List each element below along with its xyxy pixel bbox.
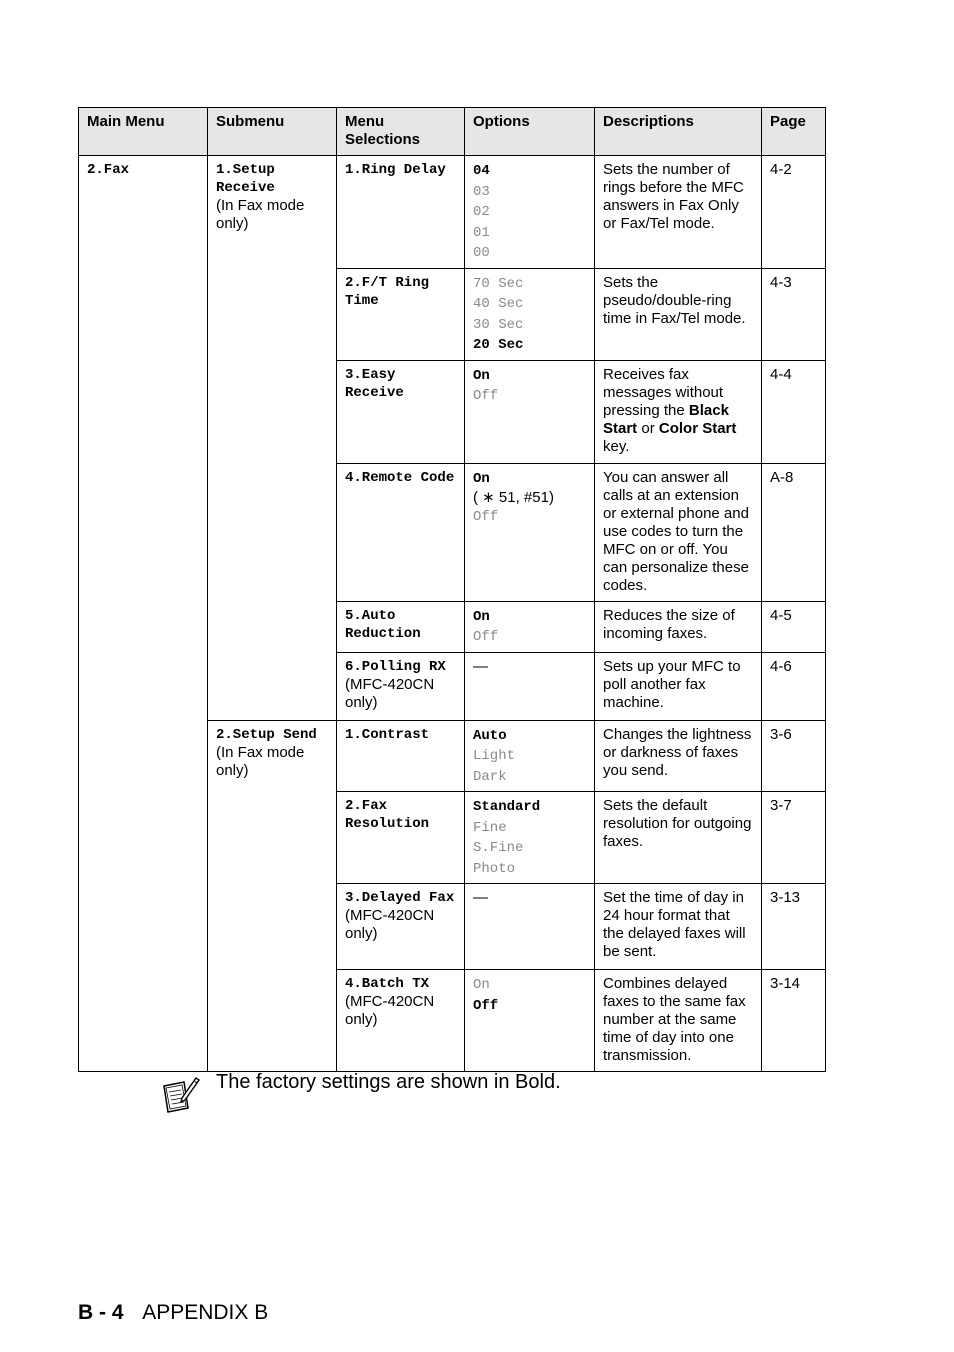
page-ref-cell (762, 156, 826, 269)
section-name: APPENDIX B (142, 1301, 269, 1324)
options-cell (465, 156, 595, 269)
option-default: On (473, 470, 490, 487)
menu-selection-label: 3.Easy Receive (345, 366, 404, 401)
page-footer (78, 1300, 268, 1326)
menu-selection-note: (MFC-420CN only) (345, 675, 435, 711)
option-default: Auto (473, 727, 507, 744)
menu-selection-cell (337, 970, 465, 1072)
page-ref-cell (762, 268, 826, 360)
header-page: Page (762, 108, 826, 156)
header-descriptions: Descriptions (595, 108, 762, 156)
option-value: Off (473, 388, 499, 404)
option-value: S.Fine (473, 840, 524, 856)
page-ref-cell (762, 360, 826, 463)
description-text: Sets up your MFC to poll another fax machine. (603, 657, 741, 711)
menu-selection-label: 2.Fax Resolution (345, 798, 430, 832)
option-value: — (473, 889, 488, 906)
option-default: On (473, 367, 490, 384)
menu-selection-cell (337, 268, 465, 360)
description-text: Color Start (658, 419, 737, 437)
description-text: Sets the default resolution for outgoing faxes. (603, 797, 752, 850)
note (160, 1072, 561, 1114)
menu-selection-cell (337, 463, 465, 601)
option-value: ( ∗ 51, #51) (473, 489, 554, 506)
option-value: 00 (473, 245, 490, 261)
table-row (79, 156, 826, 269)
option-value: 03 (473, 183, 490, 200)
option-default: Off (473, 997, 499, 1014)
menu-selection-note: (MFC-420CN only) (345, 907, 435, 942)
options-cell (465, 360, 595, 463)
option-value: 30 Sec (473, 316, 524, 333)
description-cell (595, 652, 762, 720)
menu-selection-cell (337, 601, 465, 652)
option-value: Fine (473, 819, 507, 836)
description-cell (595, 360, 762, 463)
page-ref-cell (762, 463, 826, 601)
description-text: Receives fax messages without pressing the (603, 365, 724, 419)
submenu-label: 1.Setup Receive (216, 162, 275, 196)
page-ref-cell (762, 720, 826, 792)
menu-selection-label: 4.Batch TX (345, 976, 430, 992)
page-ref: 4-5 (770, 606, 792, 624)
page-ref: 4-2 (770, 161, 792, 178)
submenu-label: 2.Setup Send (216, 726, 317, 743)
menu-selection-label: 5.Auto Reduction (345, 607, 421, 642)
options-cell (465, 652, 595, 720)
submenu-note: (In Fax mode only) (216, 197, 305, 232)
menu-selection-note: (MFC-420CN only) (345, 993, 435, 1028)
menu-selection-cell (337, 792, 465, 884)
option-value: Off (473, 509, 499, 525)
description-cell (595, 156, 762, 269)
menu-selection-label: 2.F/T Ring Time (345, 274, 430, 309)
description-text: You can answer all calls at an extension or external phone and use codes to turn the MFC on or off. You can personalize these codes. (603, 468, 749, 594)
description-text: Sets the pseudo/double-ring time in Fax/Tel mode. (603, 273, 746, 327)
menu-selection-cell (337, 720, 465, 792)
header-main-menu: Main Menu (79, 108, 208, 156)
menu-selection-cell (337, 156, 465, 269)
options-cell (465, 884, 595, 970)
table-header-row (79, 108, 826, 156)
header-options: Options (465, 108, 595, 156)
menu-selection-label: 6.Polling RX (345, 658, 446, 675)
page-ref-cell (762, 601, 826, 652)
option-default: On (473, 608, 490, 625)
menu-table (78, 107, 826, 1072)
option-default: 04 (473, 163, 490, 179)
options-cell (465, 463, 595, 601)
page-ref-cell (762, 652, 826, 720)
note-text: The factory settings are shown in Bold. (216, 1071, 561, 1093)
main-menu-cell (79, 156, 208, 1072)
submenu-cell (208, 156, 337, 721)
page-ref: A-8 (770, 468, 794, 486)
page-ref: 4-6 (770, 657, 792, 675)
option-value: — (473, 657, 488, 675)
option-value: Dark (473, 768, 507, 785)
page-ref-cell (762, 970, 826, 1072)
menu-selection-label: 1.Ring Delay (345, 162, 446, 178)
menu-selection-label: 4.Remote Code (345, 469, 455, 486)
description-cell (595, 268, 762, 360)
option-default: 20 Sec (473, 337, 524, 353)
page-number: B - 4 (78, 1301, 124, 1324)
menu-selection-cell (337, 884, 465, 970)
option-value: 02 (473, 204, 490, 220)
page-ref: 3-6 (770, 725, 792, 743)
description-cell (595, 792, 762, 884)
description-text: Changes the lightness or darkness of faxes you send. (603, 725, 752, 779)
options-cell (465, 268, 595, 360)
option-value: Off (473, 629, 499, 645)
description-text: Sets the number of rings before the MFC answers in Fax Only or Fax/Tel mode. (603, 161, 744, 232)
header-submenu: Submenu (208, 108, 337, 156)
options-cell (465, 970, 595, 1072)
options-cell (465, 792, 595, 884)
description-cell (595, 720, 762, 792)
description-cell (595, 884, 762, 970)
menu-selection-cell (337, 652, 465, 720)
description-text: or (637, 419, 659, 437)
header-menu-selections: Menu Selections (337, 108, 465, 156)
option-default: Standard (473, 799, 541, 815)
option-value: Photo (473, 860, 516, 877)
note-pencil-icon (160, 1074, 200, 1114)
page-ref: 3-14 (770, 975, 801, 992)
description-text: Reduces the size of incoming faxes. (603, 606, 735, 642)
description-text: Combines delayed faxes to the same fax number at the same time of day into one transmission. (603, 975, 746, 1064)
menu-selection-label: 1.Contrast (345, 726, 430, 743)
description-text: Black Start (603, 401, 729, 437)
description-cell (595, 970, 762, 1072)
page-ref: 4-4 (770, 365, 792, 383)
option-value: Light (473, 748, 516, 764)
option-value: 70 Sec (473, 275, 524, 292)
page-ref-cell (762, 792, 826, 884)
menu-selection-label: 3.Delayed Fax (345, 890, 455, 906)
option-value: 40 Sec (473, 296, 524, 312)
page-ref-cell (762, 884, 826, 970)
menu-selection-cell (337, 360, 465, 463)
submenu-cell (208, 720, 337, 1072)
page-ref: 3-7 (770, 797, 792, 814)
options-cell (465, 720, 595, 792)
page-ref: 4-3 (770, 273, 792, 291)
submenu-note: (In Fax mode only) (216, 743, 305, 779)
options-cell (465, 601, 595, 652)
main-menu-label: 2.Fax (87, 162, 130, 178)
option-value: On (473, 977, 490, 993)
description-text: key. (603, 437, 630, 455)
description-text: Set the time of day in 24 hour format that the delayed faxes will be sent. (603, 889, 746, 960)
description-cell (595, 601, 762, 652)
description-cell (595, 463, 762, 601)
option-value: 01 (473, 224, 490, 241)
page-ref: 3-13 (770, 889, 801, 906)
table-body (79, 156, 826, 1072)
